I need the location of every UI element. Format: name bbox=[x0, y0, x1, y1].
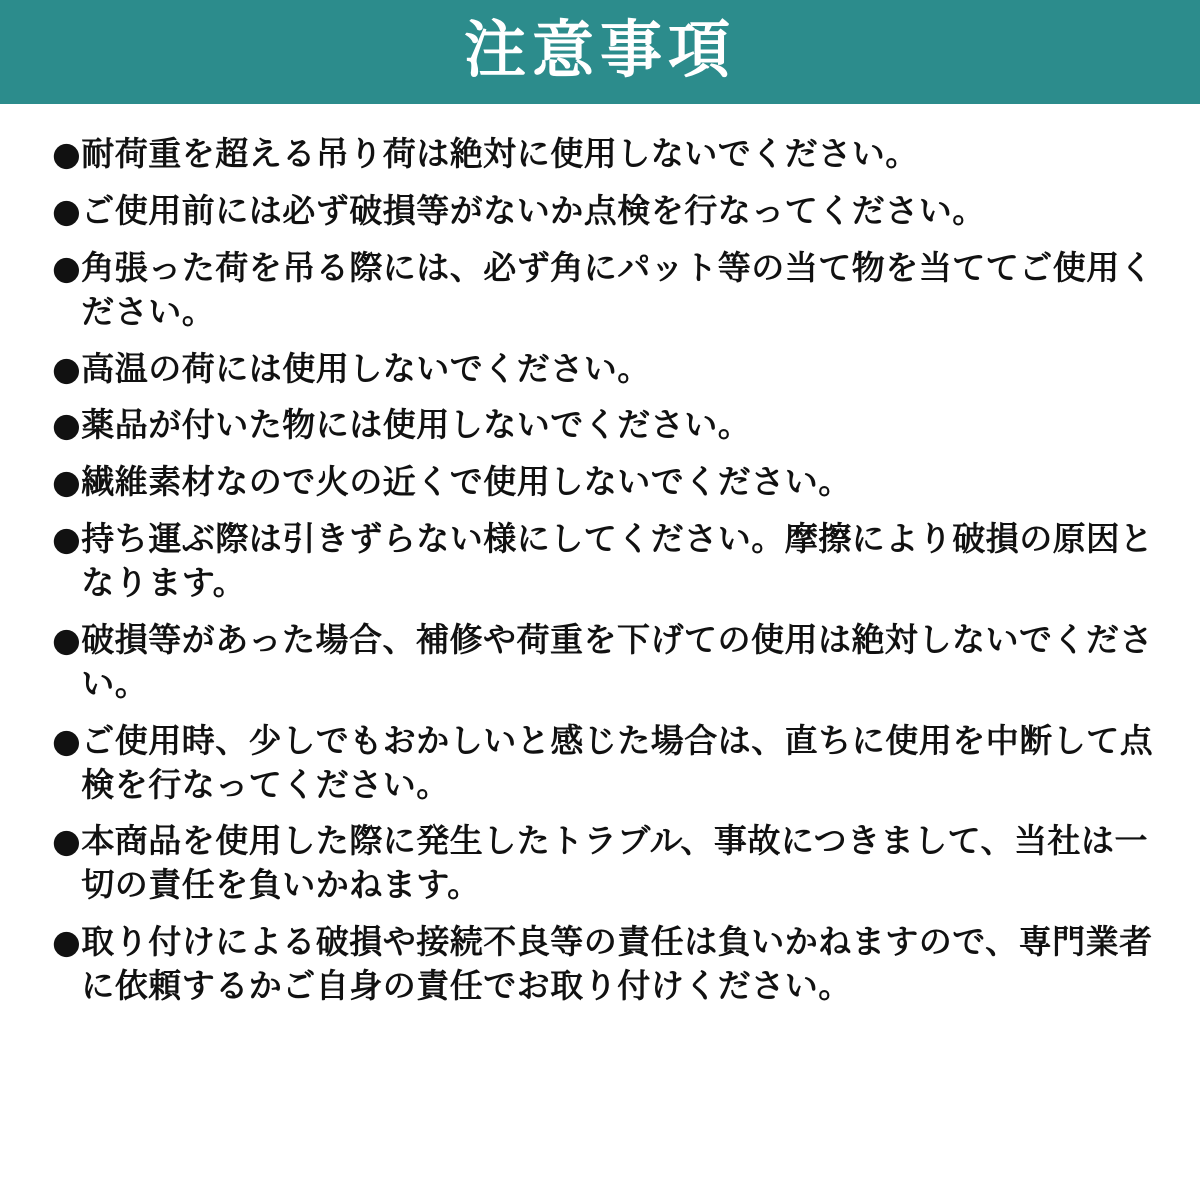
list-item bbox=[52, 920, 1154, 1008]
bullet-icon: ● bbox=[52, 405, 82, 445]
notice-list bbox=[0, 104, 1200, 1008]
list-item bbox=[52, 132, 1154, 176]
list-item-text: 耐荷重を超える吊り荷は絶対に使用しないでください。 bbox=[81, 134, 919, 173]
list-item-text: 高温の荷には使用しないでください。 bbox=[81, 348, 651, 388]
list-item bbox=[52, 719, 1154, 807]
bullet-icon: ● bbox=[52, 190, 82, 230]
list-item bbox=[52, 460, 1154, 504]
list-item-text: 破損等があった場合、補修や荷重を下げての使用は絶対しないでください。 bbox=[81, 619, 1153, 703]
list-item-text: ご使用時、少しでもおかしいと感じた場合は、直ちに使用を中断して点検を行なってください。 bbox=[81, 720, 1154, 804]
list-item bbox=[52, 347, 1154, 391]
list-item-text: 薬品が付いた物には使用しないでください。 bbox=[81, 405, 752, 445]
list-item-text: 繊維素材なので火の近くで使用しないでください。 bbox=[81, 462, 852, 502]
list-item-text: 取り付けによる破損や接続不良等の責任は負いかねますので、専門業者に依頼するかご自身の責任でお取り付けください。 bbox=[81, 922, 1153, 1005]
page-title: 注意事項 bbox=[463, 13, 736, 86]
list-item-text: ご使用前には必ず破損等がないか点検を行なってください。 bbox=[81, 190, 986, 230]
list-item bbox=[52, 618, 1154, 706]
list-item bbox=[52, 246, 1154, 334]
list-item-text: 持ち運ぶ際は引きずらない様にしてください。摩擦により破損の原因となります。 bbox=[81, 519, 1154, 602]
list-item bbox=[52, 189, 1154, 233]
list-item bbox=[52, 819, 1154, 907]
list-item bbox=[52, 517, 1154, 605]
bullet-icon: ● bbox=[52, 247, 82, 287]
bullet-icon: ● bbox=[52, 922, 82, 962]
list-item bbox=[52, 403, 1154, 447]
list-item-text: 本商品を使用した際に発生したトラブル、事故につきまして、当社は一切の責任を負いかねます。 bbox=[81, 821, 1149, 905]
bullet-icon: ● bbox=[52, 348, 82, 388]
list-item-text: 角張った荷を吊る際には、必ず角にパット等の当て物を当ててご使用ください。 bbox=[81, 247, 1154, 331]
bullet-icon: ● bbox=[52, 519, 82, 559]
bullet-icon: ● bbox=[52, 619, 82, 659]
bullet-icon: ● bbox=[52, 720, 82, 760]
page-header-band bbox=[0, 0, 1200, 104]
bullet-icon: ● bbox=[52, 462, 82, 502]
bullet-icon: ● bbox=[52, 821, 82, 861]
bullet-icon: ● bbox=[52, 134, 82, 173]
